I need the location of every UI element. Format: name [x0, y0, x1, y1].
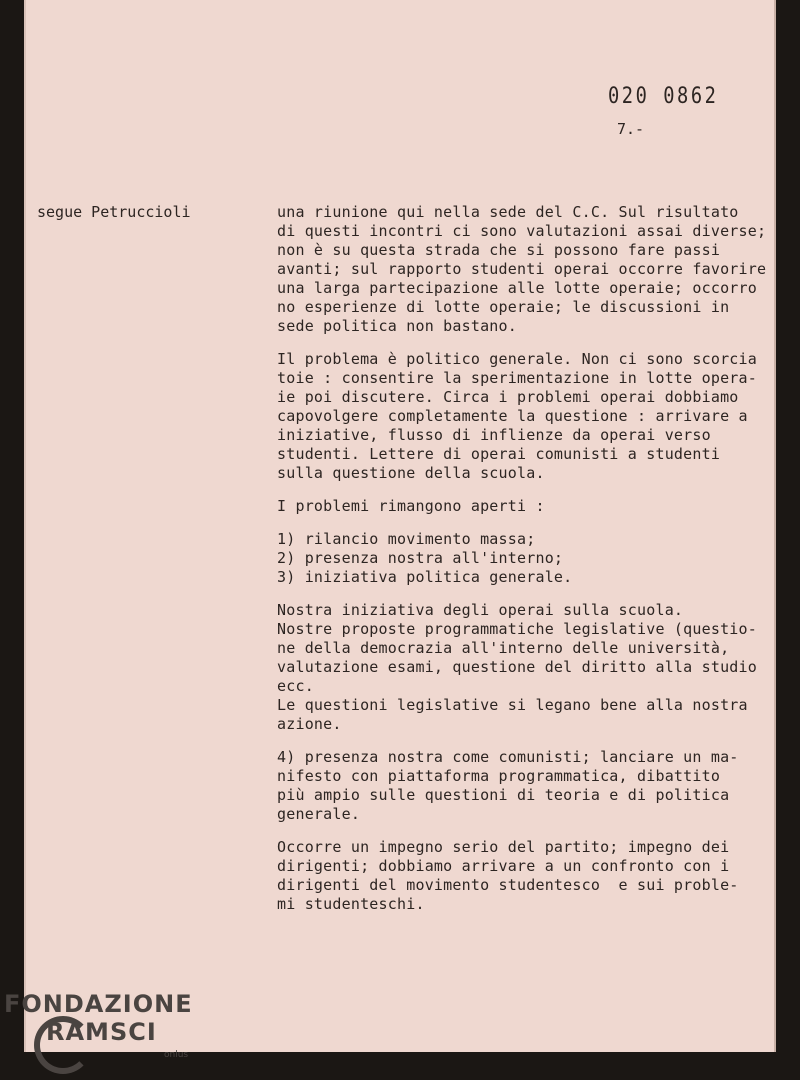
- fondazione-gramsci-logo: [4, 990, 204, 1075]
- page-number: 7.-: [617, 120, 645, 138]
- text-line: studenti. Lettere di operai comunisti a studenti: [277, 445, 721, 463]
- paragraph: [277, 203, 777, 336]
- text-line: non è su questa strada che si possono fare passi: [277, 241, 721, 259]
- paragraph: [277, 497, 777, 516]
- text-line: sulla questione della scuola.: [277, 464, 545, 482]
- text-line: più ampio sulle questioni di teoria e di politica: [277, 786, 730, 804]
- text-line: Il problema è politico generale. Non ci sono scorcia: [277, 350, 757, 368]
- text-line: capovolgere completamente la questione : arrivare a: [277, 407, 748, 425]
- text-line: azione.: [277, 715, 342, 733]
- paragraph: [277, 601, 777, 734]
- text-line: ne della democrazia all'interno delle università,: [277, 639, 730, 657]
- text-line: Nostre proposte programmatiche legislative (questio-: [277, 620, 757, 638]
- document-body: [277, 203, 777, 928]
- text-line: 4) presenza nostra come comunisti; lanciare un ma-: [277, 748, 739, 766]
- text-line: 2) presenza nostra all'interno;: [277, 549, 564, 567]
- text-line: ie poi discutere. Circa i problemi operai dobbiamo: [277, 388, 739, 406]
- text-line: 1) rilancio movimento massa;: [277, 530, 536, 548]
- paragraph: [277, 748, 777, 824]
- text-line: Le questioni legislative si legano bene alla nostra: [277, 696, 748, 714]
- text-line: ecc.: [277, 677, 314, 695]
- text-line: valutazione esami, questione del diritto alla studio: [277, 658, 757, 676]
- text-line: dirigenti; dobbiamo arrivare a un confronto con i: [277, 857, 730, 875]
- text-line: sede politica non bastano.: [277, 317, 517, 335]
- text-line: avanti; sul rapporto studenti operai occorre favorire: [277, 260, 767, 278]
- watermark-suffix: onlus: [164, 1050, 189, 1060]
- speaker-label: segue Petruccioli: [37, 203, 191, 221]
- text-line: 3) iniziativa politica generale.: [277, 568, 573, 586]
- watermark-line2: RAMSCI: [46, 1018, 157, 1046]
- text-line: iniziative, flusso di inflienze da operai verso: [277, 426, 711, 444]
- text-line: toie : consentire la sperimentazione in lotte opera-: [277, 369, 757, 387]
- watermark-line1: FONDAZIONE: [4, 990, 193, 1018]
- archive-number: 020 0862: [608, 84, 719, 109]
- text-line: generale.: [277, 805, 361, 823]
- text-line: I problemi rimangono aperti :: [277, 497, 545, 515]
- text-line: una larga partecipazione alle lotte operaie; occorro: [277, 279, 757, 297]
- paragraph: [277, 838, 777, 914]
- text-line: mi studenteschi.: [277, 895, 425, 913]
- text-line: di questi incontri ci sono valutazioni assai diverse;: [277, 222, 767, 240]
- text-line: nifesto con piattaforma programmatica, dibattito: [277, 767, 721, 785]
- text-line: Occorre un impegno serio del partito; impegno dei: [277, 838, 730, 856]
- paragraph: [277, 530, 777, 587]
- text-line: dirigenti del movimento studentesco e sui proble-: [277, 876, 739, 894]
- text-line: Nostra iniziativa degli operai sulla scuola.: [277, 601, 684, 619]
- text-line: una riunione qui nella sede del C.C. Sul risultato: [277, 203, 739, 221]
- text-line: no esperienze di lotte operaie; le discussioni in: [277, 298, 730, 316]
- paragraph: [277, 350, 777, 483]
